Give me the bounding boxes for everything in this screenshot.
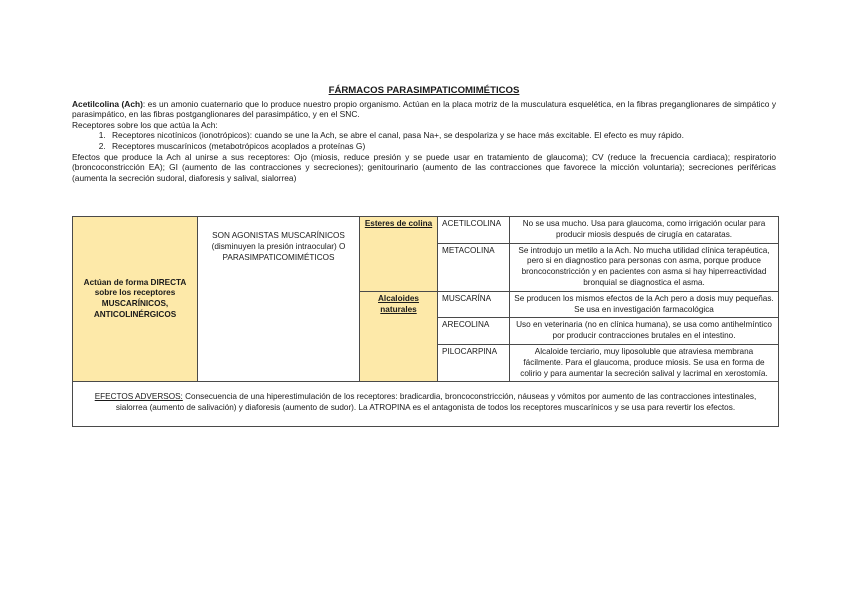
mechanism-cell: Actúan de forma DIRECTA sobre los receptores MUSCARÍNICOS, ANTICOLINÉRGICOS bbox=[73, 217, 198, 382]
table-row bbox=[73, 382, 779, 427]
drug-description: Uso en veterinaria (no en clínica humana), se usa como antihelmíntico por producir contracciones brutales en el intestino. bbox=[510, 318, 779, 345]
group-alcaloides-naturales: Alcaloides naturales bbox=[360, 291, 438, 382]
adverse-effects-text: Consecuencia de una hiperestimulación de los receptores: bradicardia, broncoconstricción, náuseas y vómitos por aumento de las contracciones intestinales, sialorrea (aumento de salivación) y diaforesis (aumento de sudor). La ATROPINA es el antagonista de todos los receptores muscarínicos y se usa para revertir los efectos. bbox=[115, 392, 757, 413]
effects-paragraph: Efectos que produce la Ach al unirse a sus receptores: Ojo (miosis, reduce presión y se puede usar en tratamiento de glaucoma); CV (reduce la frecuencia cardiaca); respiratorio (broncoconstricción EA); GI (aumento de las contracciones y secreciones); genitourinario (aumento de las contracciones que favorece la micción voluntaria); secreciones periféricas (aumenta la secreción sudoral, diaforesis y salival, sialorrea) bbox=[72, 151, 776, 183]
drug-description: Se introdujo un metilo a la Ach. No mucha utilidad clínica terapéutica, pero si en diagnostico para personas con asma, porque produce broncoconstricción y en pacientes con asma si hay hiperreactividad bronquial se diagnostica el asma. bbox=[510, 243, 779, 291]
agonists-cell: SON AGONISTAS MUSCARÍNICOS (disminuyen la presión intraocular) O PARASIMPATICOMIMÉTICOS bbox=[198, 217, 360, 382]
adverse-effects-cell bbox=[73, 382, 779, 427]
document-body bbox=[72, 86, 776, 183]
intro-paragraph bbox=[72, 99, 776, 120]
drug-name: PILOCARPINA bbox=[438, 344, 510, 381]
adverse-effects-label: EFECTOS ADVERSOS: bbox=[94, 392, 183, 402]
drug-name: MUSCARÍNA bbox=[438, 291, 510, 318]
drugs-table bbox=[72, 216, 779, 427]
drug-name: ARECOLINA bbox=[438, 318, 510, 345]
list-item: 1. Receptores nicotínicos (ionotrópicos): cuando se une la Ach, se abre el canal, pasa Na+, se despolariza y se hace más excitable. El efecto es muy rápido. bbox=[108, 130, 776, 141]
drug-description: Se producen los mismos efectos de la Ach pero a dosis muy pequeñas. Se usa en investigación farmacológica bbox=[510, 291, 779, 318]
page-title: FÁRMACOS PARASIMPATICOMIMÉTICOS bbox=[328, 85, 520, 96]
receptors-heading: Receptores sobre los que actúa la Ach: bbox=[72, 119, 218, 130]
list-item: 2. Receptores muscarínicos (metabotrópicos acoplados a proteínas G) bbox=[108, 141, 776, 152]
drug-name: ACETILCOLINA bbox=[438, 217, 510, 244]
receptors-list bbox=[72, 130, 776, 151]
intro-term: Acetilcolina (Ach) bbox=[72, 98, 143, 109]
intro-text: : es un amonio cuaternario que lo produce nuestro propio organismo. Actúan en la placa motriz de la musculatura esquelética, en la fibras preganglionares de simpático y parasimpático, en las fibras postganglionares del parasimpático, y en el SNC. bbox=[72, 98, 777, 120]
group-esteres-colina: Esteres de colina bbox=[360, 217, 438, 292]
drug-description: Alcaloide terciario, muy liposoluble que atraviesa membrana fácilmente. Para el glaucoma, produce miosis. Se usa en forma de colirio y para aumentar la secreción salival y lacrimal en xerostomía. bbox=[510, 344, 779, 381]
drug-description: No se usa mucho. Usa para glaucoma, como irrigación ocular para producir miosis después de cirugía en cataratas. bbox=[510, 217, 779, 244]
table-row bbox=[73, 217, 779, 244]
drug-name: METACOLINA bbox=[438, 243, 510, 291]
